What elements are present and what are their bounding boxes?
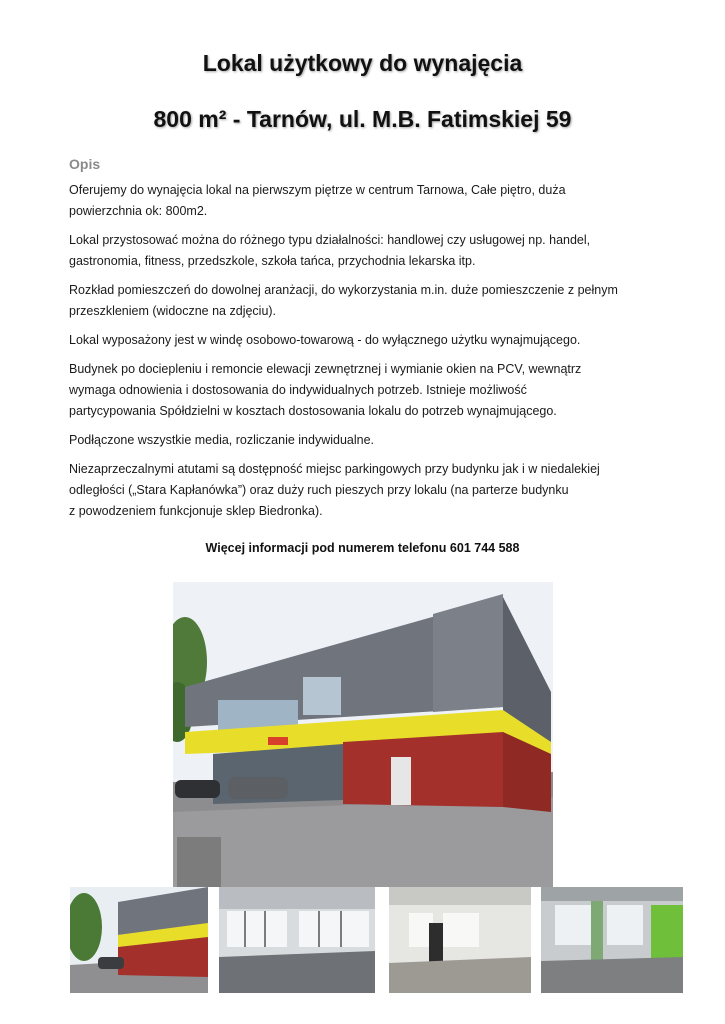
paragraph-offer bbox=[69, 180, 669, 222]
interior-hall-photo bbox=[541, 887, 683, 993]
page-title: Lokal użytkowy do wynajęcia bbox=[202, 50, 523, 76]
paragraph-elevator bbox=[69, 330, 669, 351]
paragraph-usage bbox=[69, 230, 669, 272]
text-line: Budynek po dociepleniu i remoncie elewacji zewnętrznej i wymianie okien na PCV, wewnątrz bbox=[69, 362, 582, 376]
text-line: Lokal wyposażony jest w windę osobowo-towarową - do wyłącznego użytku wynajmującego. bbox=[69, 333, 581, 347]
text-line: Podłączone wszystkie media, rozliczanie indywidualne. bbox=[69, 433, 375, 447]
text-line: partycypowania Spółdzielni w kosztach dostosowania lokalu do potrzeb wynajmującego. bbox=[69, 404, 557, 418]
text-line: z powodzeniem funkcjonuje sklep Biedronka). bbox=[69, 504, 323, 518]
text-line: powierzchnia ok: 800m2. bbox=[69, 204, 208, 218]
building-exterior-photo bbox=[173, 582, 553, 887]
building-thumbnail-photo bbox=[70, 887, 208, 993]
text-line: wymaga odnowienia i dostosowania do indywidualnych potrzeb. Istnieje możliwość bbox=[69, 383, 527, 397]
text-line: gastronomia, fitness, przedszkole, szkoła tańca, przychodnia lekarska itp. bbox=[69, 254, 476, 268]
paragraph-advantages bbox=[69, 459, 669, 522]
text-line: przeszkleniem (widoczne na zdjęciu). bbox=[69, 304, 277, 318]
text-line: Oferujemy do wynajęcia lokal na pierwszym piętrze w centrum Tarnowa, Całe piętro, duża bbox=[69, 183, 566, 197]
paragraph-renovation bbox=[69, 359, 669, 422]
interior-room-photo bbox=[389, 887, 531, 993]
interior-windows-photo bbox=[219, 887, 375, 993]
text-line: Lokal przystosować można do różnego typu działalności: handlowej czy usługowej np. handel, bbox=[69, 233, 591, 247]
text-line: Rozkład pomieszczeń do dowolnej aranżacji, do wykorzystania m.in. duże pomieszczenie z pełnym bbox=[69, 283, 618, 297]
section-heading-description: Opis bbox=[69, 156, 101, 172]
text-line: Niezaprzeczalnymi atutami są dostępność miejsc parkingowych przy budynku jak i w niedalekiej bbox=[69, 462, 600, 476]
page-subtitle: 800 m² - Tarnów, ul. M.B. Fatimskiej 59 bbox=[153, 106, 572, 132]
text-line: odległości („Stara Kapłanówka”) oraz duży ruch pieszych przy lokalu (na parterze budynku bbox=[69, 483, 569, 497]
paragraph-media bbox=[69, 430, 669, 451]
description-body bbox=[69, 180, 669, 530]
paragraph-layout bbox=[69, 280, 669, 322]
contact-info: Więcej informacji pod numerem telefonu 601 744 588 bbox=[205, 541, 520, 555]
